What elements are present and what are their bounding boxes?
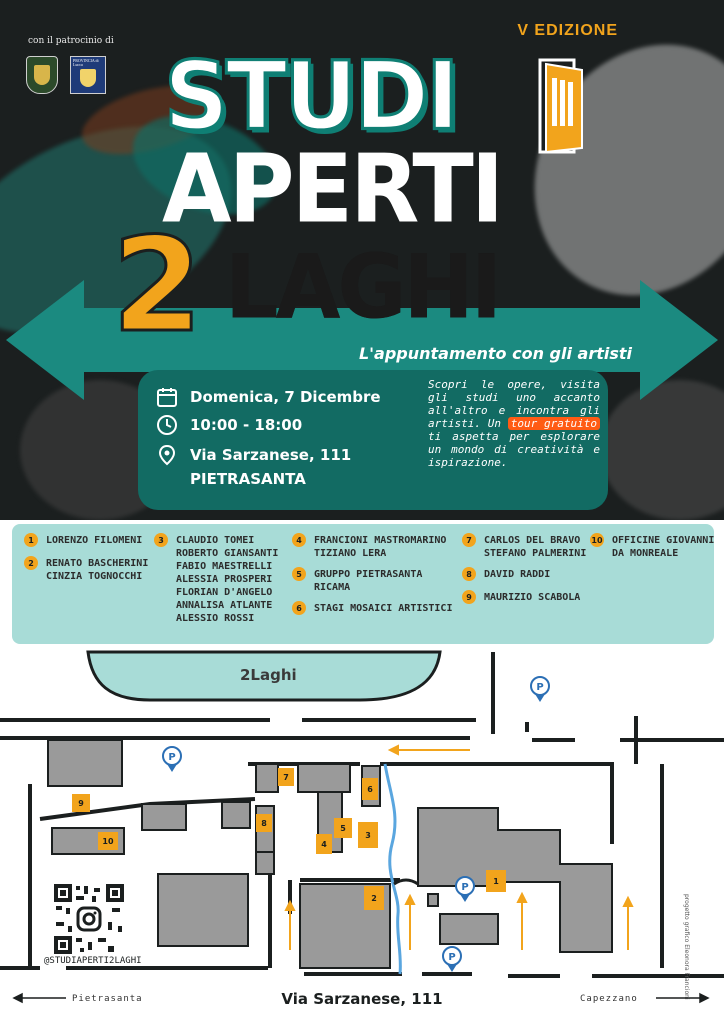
tagline: L'appuntamento con gli artisti (358, 344, 632, 363)
bridge-icon (394, 880, 418, 884)
province-crest-icon (70, 56, 106, 94)
parking-label: P (536, 682, 544, 693)
legend-item (292, 602, 452, 615)
event-description-end: ti aspetta per esplorare un mondo di creatività e ispirazione. (428, 430, 600, 469)
event-address: Via Sarzanese, 111 (190, 446, 352, 464)
parking-label: P (168, 752, 176, 763)
legend-item (292, 568, 452, 594)
legend-column (154, 534, 278, 633)
artist-name: MAURIZIO SCABOLA (484, 592, 581, 603)
street-name: Via Sarzanese, 111 (281, 990, 443, 1008)
location-pin-icon (156, 444, 178, 466)
title-number-two: 2 (112, 209, 203, 361)
studio-marker-9: 9 (78, 799, 84, 808)
event-date-row (156, 386, 381, 408)
event-description (428, 378, 600, 469)
legend-item (154, 534, 278, 625)
parking-label: P (461, 882, 469, 893)
clock-icon (156, 414, 178, 436)
qr-code[interactable] (52, 882, 126, 956)
title-studi: STUDI (164, 41, 457, 152)
title-laghi: LAGHI (225, 235, 500, 339)
artist-name: CARLOS DEL BRAVO (484, 535, 581, 546)
legend-item (462, 591, 586, 604)
event-description-start: Scopri le opere, visita gli studi uno accanto all'altro e incontra gli artisti. Un (428, 378, 600, 430)
calendar-icon (156, 386, 178, 408)
artist-name: DAVID RADDI (484, 569, 551, 580)
studio-number-badge: 4 (292, 533, 306, 547)
parking-icon (456, 877, 474, 902)
studio-number-badge: 5 (292, 567, 306, 581)
artist-name: TIZIANO LERA (314, 548, 387, 559)
edition-label: V EDIZIONE (517, 22, 618, 39)
direction-capezzano: Capezzano (580, 994, 638, 1004)
studio-marker-2: 2 (371, 894, 377, 903)
studio-marker-1: 1 (493, 877, 499, 886)
artist-name: CINZIA TOGNOCCHI (46, 571, 143, 582)
patronage-label: con il patrocinio di (28, 36, 114, 46)
studio-number-badge: 2 (24, 556, 38, 570)
studio-marker-5: 5 (340, 824, 346, 833)
artist-name: ROBERTO GIANSANTI (176, 548, 279, 559)
event-time-row (156, 414, 302, 436)
legend-item (462, 568, 586, 581)
parking-icon (163, 747, 181, 772)
artist-name: GRUPPO PIETRASANTA (314, 569, 423, 580)
artist-name: RENATO BASCHERINI (46, 558, 149, 569)
parking-icon (443, 947, 461, 972)
artist-name: RICAMA (314, 582, 351, 593)
artist-name: CLAUDIO TOMEI (176, 535, 255, 546)
studio-number-badge: 7 (462, 533, 476, 547)
studio-marker-7: 7 (283, 773, 289, 782)
legend-column (590, 534, 714, 568)
legend-item (462, 534, 586, 560)
artist-name: ALESSIO ROSSI (176, 613, 255, 624)
studio-number-badge: 1 (24, 533, 38, 547)
parking-label: P (448, 952, 456, 963)
studio-number-badge: 8 (462, 567, 476, 581)
studio-number-badge: 9 (462, 590, 476, 604)
legend-item (590, 534, 714, 560)
artist-name: FABIO MAESTRELLI (176, 561, 273, 572)
legend-column (24, 534, 148, 591)
studio-number-badge: 6 (292, 601, 306, 615)
site-map (0, 644, 724, 1024)
event-date: Domenica, 7 Dicembre (190, 388, 381, 406)
studio-marker-6: 6 (367, 785, 373, 794)
map-drawing (0, 644, 724, 1024)
artist-name: STAGI MOSAICI ARTISTICI (314, 603, 453, 614)
artist-name: FRANCIONI MASTROMARINO (314, 535, 447, 546)
event-info-box (138, 370, 608, 510)
event-time: 10:00 - 18:00 (190, 416, 303, 434)
artist-name: ALESSIA PROSPERI (176, 574, 273, 585)
legend-column (462, 534, 586, 612)
instagram-handle[interactable]: @STUDIAPERTI2LAGHI (44, 956, 142, 966)
paint-stroke (600, 380, 724, 520)
free-tour-highlight: tour gratuito (508, 417, 600, 430)
artist-name: FLORIAN D'ANGELO (176, 587, 273, 598)
artist-name: STEFANO PALMERINI (484, 548, 587, 559)
parking-icon (531, 677, 549, 702)
legend-column (292, 534, 452, 623)
title-aperti: APERTI (162, 134, 502, 245)
artists-legend (12, 524, 714, 644)
studio-marker-4: 4 (321, 840, 327, 849)
direction-pietrasanta: Pietrasanta (72, 994, 143, 1004)
artist-name: LORENZO FILOMENI (46, 535, 143, 546)
studio-marker-3: 3 (365, 831, 371, 840)
studio-number-badge: 3 (154, 533, 168, 547)
city-crest-icon (26, 56, 58, 94)
studio-number-badge: 10 (590, 533, 604, 547)
legend-item (292, 534, 452, 560)
studio-marker-10: 10 (102, 837, 114, 846)
artist-name: ANNALISA ATLANTE (176, 600, 273, 611)
event-address-row (156, 444, 351, 466)
event-city: PIETRASANTA (190, 470, 306, 488)
legend-item (24, 534, 148, 547)
open-door-icon (538, 56, 584, 156)
artist-name: DA MONREALE (612, 548, 679, 559)
lake-label: 2Laghi (240, 666, 297, 684)
studio-marker-8: 8 (261, 819, 267, 828)
design-credit: progetto grafico Eleonora Francioni (683, 894, 690, 1000)
artist-name: OFFICINE GIOVANNI (612, 535, 715, 546)
legend-item (24, 557, 148, 583)
province-crest-label: PROVINCIA di Lucca (73, 58, 99, 67)
